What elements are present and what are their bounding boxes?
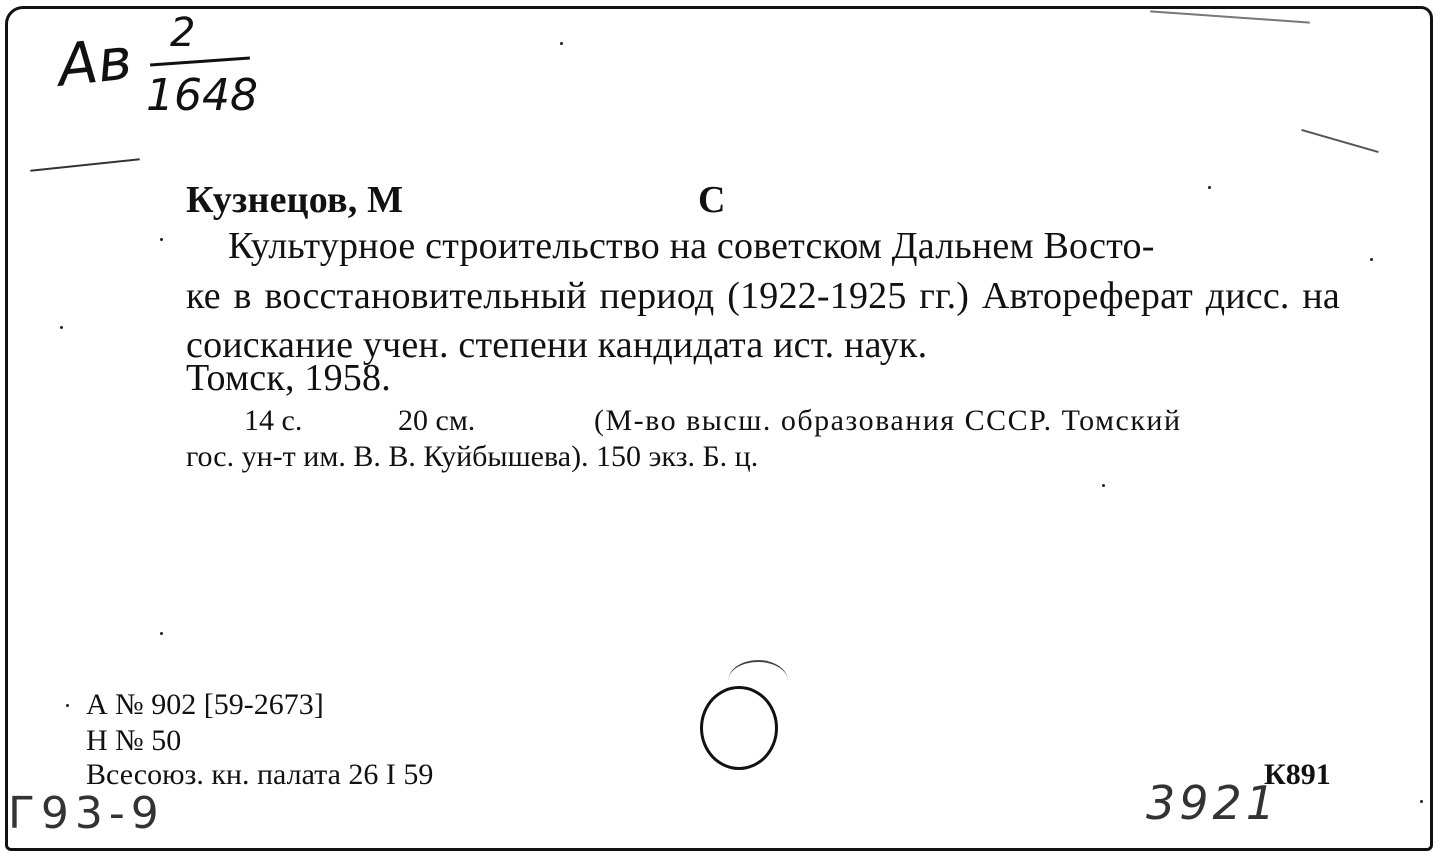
speck: [1208, 186, 1211, 189]
collation-pages: 14 с.: [244, 404, 303, 437]
speck: [60, 326, 63, 329]
collation-size: 20 см.: [398, 404, 476, 437]
call-number-numerator: 2: [170, 10, 196, 56]
registry-line-2: Н № 50: [86, 724, 182, 757]
speck: [160, 632, 163, 635]
speck: [66, 704, 69, 707]
speck: [160, 238, 163, 241]
speck: [1102, 484, 1105, 487]
collation-note-line-2: гос. ун-т им. В. В. Куйбышева). 150 экз. Б. ц.: [186, 440, 759, 473]
title-line-1: Культурное строительство на советском Дальнем Восто-: [228, 225, 1155, 267]
call-number-denominator: 1648: [146, 70, 258, 121]
handwritten-inventory-right: 3921: [1146, 776, 1280, 830]
registry-line-3: Всесоюз. кн. палата 26 I 59: [86, 758, 434, 791]
call-number-prefix: Ав: [54, 24, 136, 100]
speck: [1370, 258, 1373, 261]
registry-line-1: А № 902 [59-2673]: [86, 688, 324, 721]
title-line-2: ке в восстановительный период (1922-1925 гг.) Автореферат дисс. на соискание учен. степени кандидата ист. наук.: [186, 275, 1340, 366]
collation-note-line-1: (М-во высш. образования СССР. Томский: [594, 404, 1182, 437]
classification-code: К891: [1264, 758, 1331, 791]
author-surname: Кузнецов, М: [186, 179, 404, 221]
title-line-3: Томск, 1958.: [186, 357, 391, 399]
author-initial: С: [698, 179, 726, 221]
speck: [560, 42, 563, 45]
speck: [1420, 800, 1423, 803]
punch-hole: [700, 686, 778, 770]
handwritten-inventory-left: Г93-9: [8, 788, 165, 839]
